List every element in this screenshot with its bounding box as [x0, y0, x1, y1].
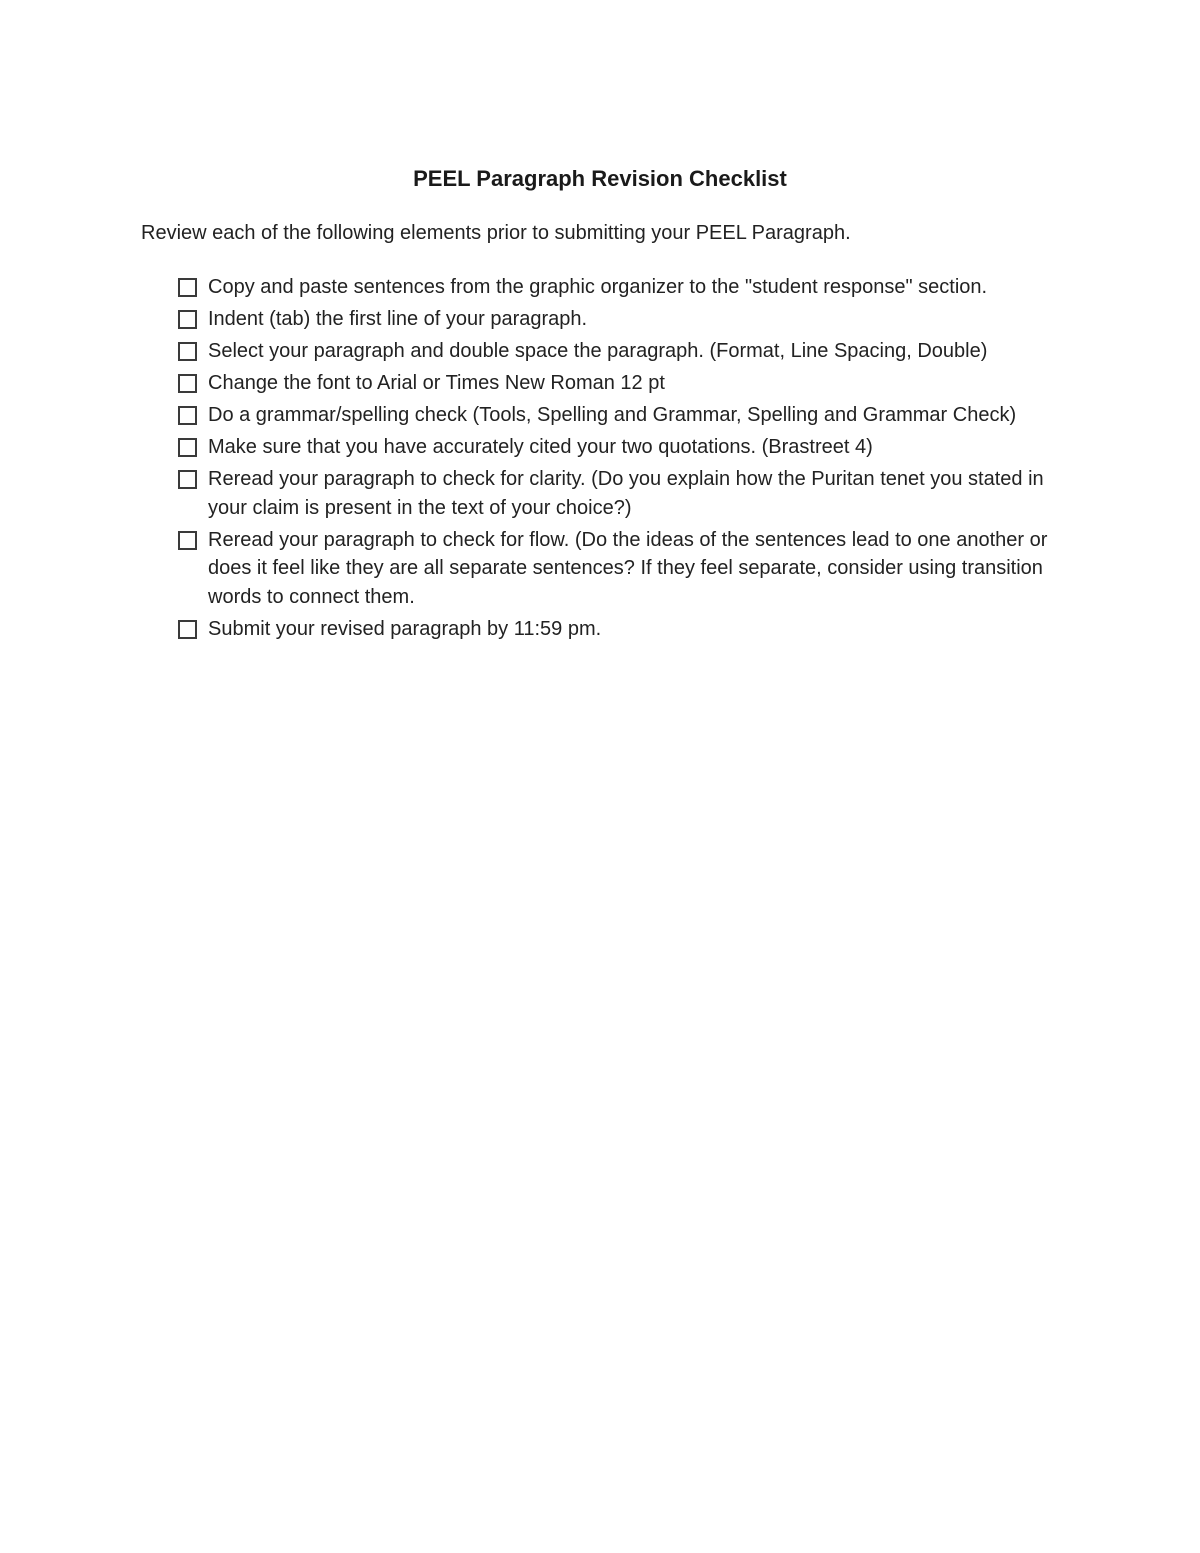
checkbox-icon[interactable] [178, 278, 197, 297]
checklist-item-label: Make sure that you have accurately cited your two quotations. (Brastreet 4) [208, 436, 873, 458]
checklist-item-label: Submit your revised paragraph by 11:59 pm. [208, 617, 602, 640]
checklist-item-label: Do a grammar/spelling check (Tools, Spelling and Grammar, Spelling and Grammar Check) [208, 404, 1017, 426]
checklist-item [178, 465, 1078, 522]
checkbox-icon[interactable] [178, 310, 197, 329]
page-title: PEEL Paragraph Revision Checklist [413, 166, 787, 191]
checklist-item-label: Reread your paragraph to check for clarity. (Do you explain how the Puritan tenet you stated in your claim is present in the text of your choice?) [208, 468, 1044, 519]
checkbox-icon[interactable] [178, 374, 197, 393]
checklist-item-label: Select your paragraph and double space the paragraph. (Format, Line Spacing, Double) [208, 340, 988, 362]
checklist-item-label: Indent (tab) the first line of your paragraph. [208, 308, 588, 330]
checkbox-icon[interactable] [178, 438, 197, 457]
checklist-item [178, 337, 1078, 366]
checklist-item [178, 433, 1078, 462]
intro-text: Review each of the following elements prior to submitting your PEEL Paragraph. [141, 222, 851, 244]
checklist-item-label: Change the font to Arial or Times New Roman 12 pt [208, 372, 665, 394]
checkbox-icon[interactable] [178, 531, 197, 550]
revision-checklist [178, 273, 1078, 647]
checklist-item [178, 401, 1078, 430]
checklist-item [178, 369, 1078, 398]
checkbox-icon[interactable] [178, 470, 197, 489]
checklist-item [178, 526, 1078, 612]
checkbox-icon[interactable] [178, 620, 197, 639]
checklist-item-label: Copy and paste sentences from the graphic organizer to the "student response" section. [208, 276, 988, 298]
checkbox-icon[interactable] [178, 342, 197, 361]
checklist-item [178, 305, 1078, 334]
checklist-item [178, 273, 1078, 302]
checkbox-icon[interactable] [178, 406, 197, 425]
checklist-item [178, 615, 1078, 644]
checklist-item-label: Reread your paragraph to check for flow. (Do the ideas of the sentences lead to one another or does it feel like they are all separate sentences? If they feel separate, consider using transition words to connect them. [208, 528, 1048, 608]
